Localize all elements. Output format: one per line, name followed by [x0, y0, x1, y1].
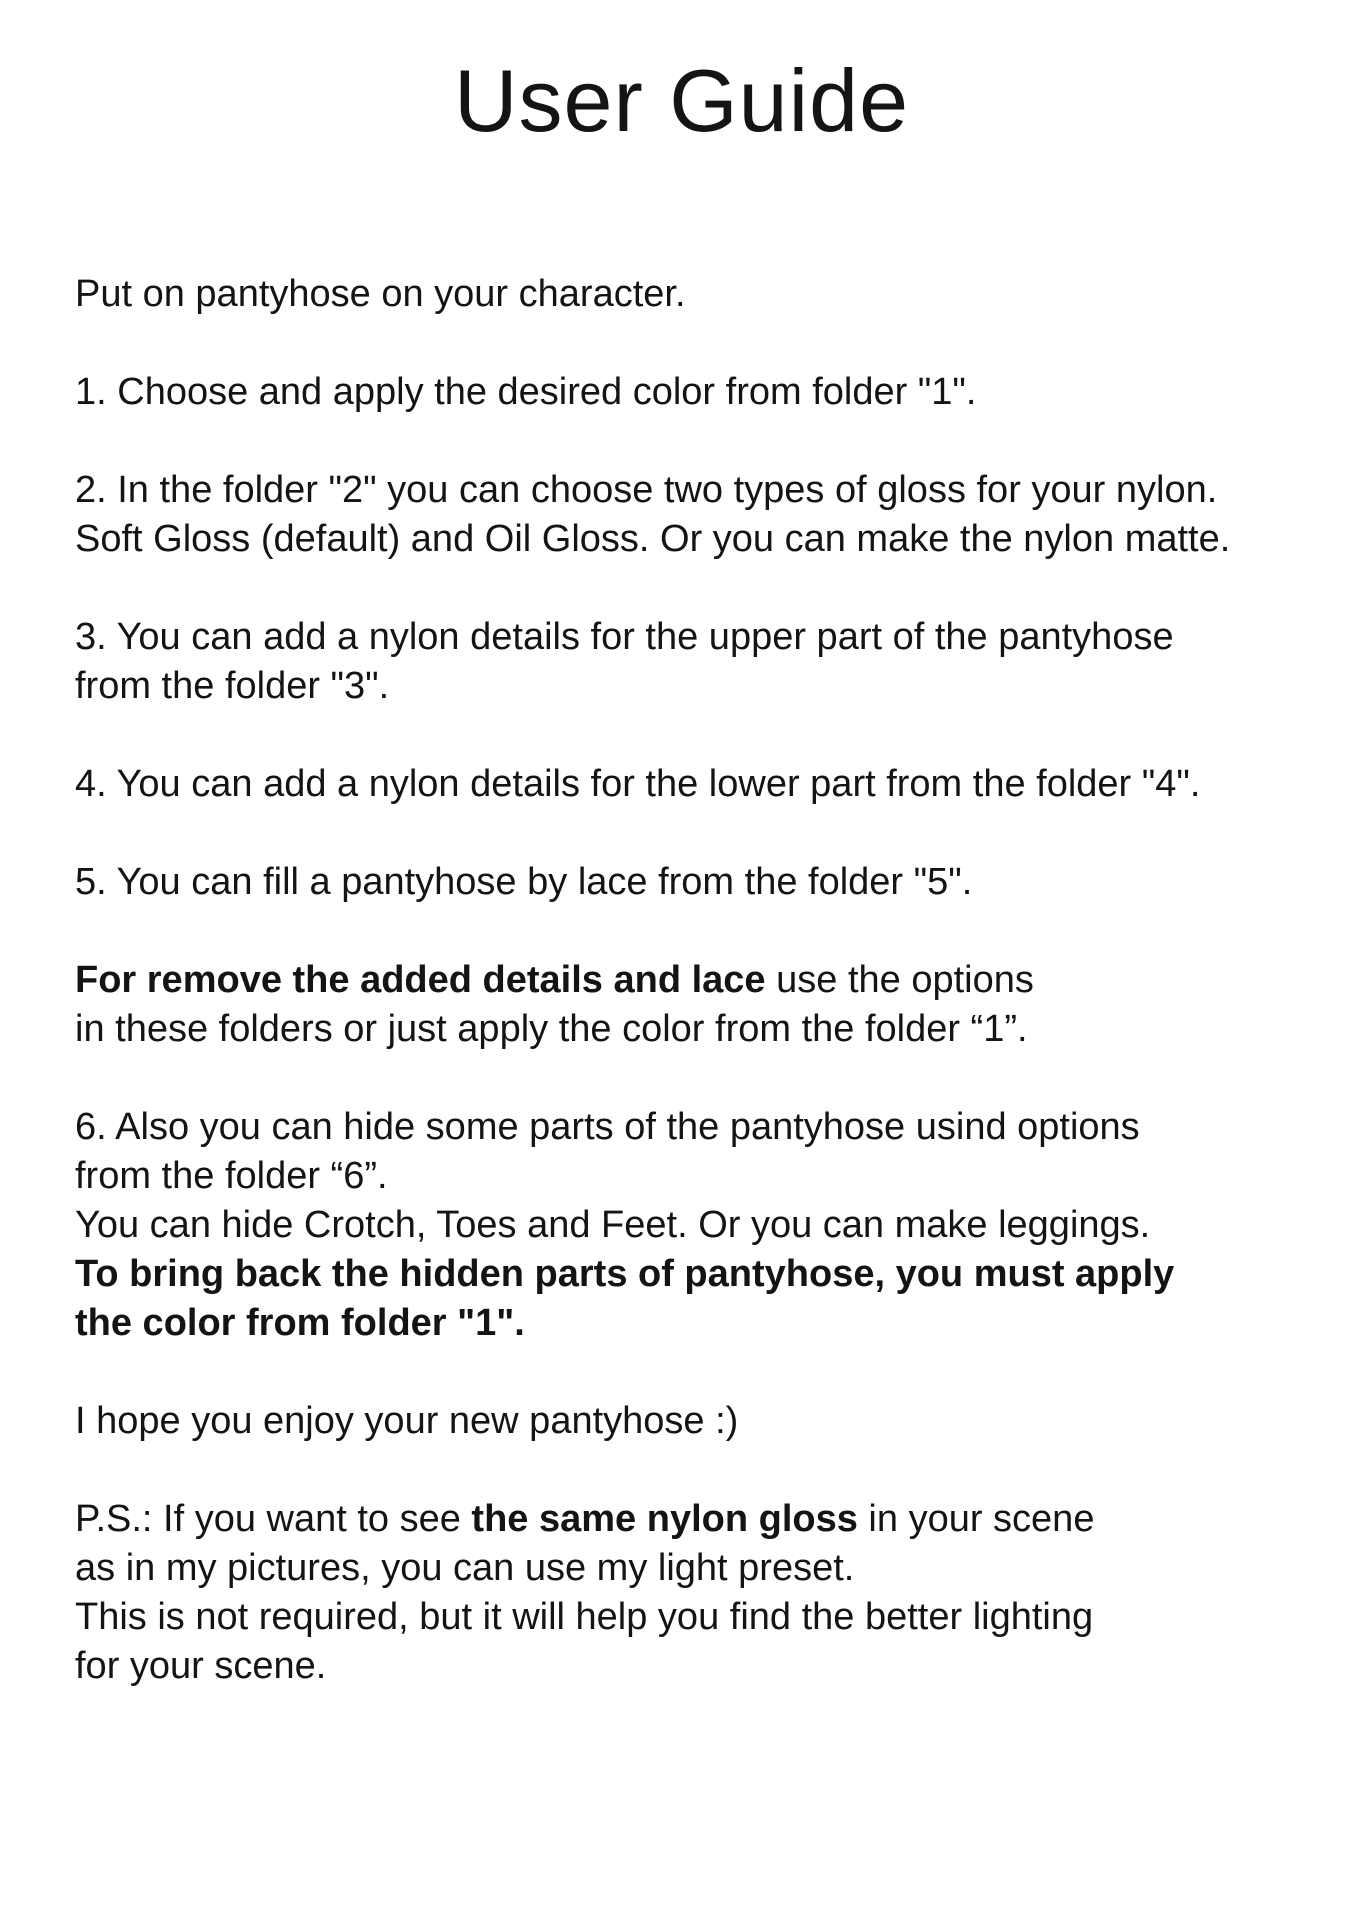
- step-6-bold-line-1: [75, 1250, 1345, 1299]
- ps-line-1: [75, 1495, 1345, 1544]
- step-6-line-2: from the folder “6”.: [75, 1155, 388, 1197]
- spacer: [75, 1446, 1345, 1495]
- remove-note-line-1: [75, 956, 1345, 1005]
- step-2-line-2: Soft Gloss (default) and Oil Gloss. Or you can make the nylon matte.: [75, 518, 1231, 560]
- step-2-line-1: 2. In the folder "2" you can choose two types of gloss for your nylon.: [75, 469, 1218, 511]
- ps-line-2: as in my pictures, you can use my light preset.: [75, 1547, 855, 1589]
- ps-suffix: in your scene: [857, 1498, 1095, 1540]
- step-1-text: 1. Choose and apply the desired color from folder "1".: [75, 371, 977, 413]
- ps-line-4: for your scene.: [75, 1645, 327, 1687]
- step-5-text: 5. You can fill a pantyhose by lace from the folder "5".: [75, 861, 973, 903]
- spacer: [75, 1348, 1345, 1397]
- spacer: [75, 319, 1345, 368]
- ps-bold: the same nylon gloss: [471, 1498, 858, 1540]
- step-4-text: 4. You can add a nylon details for the lower part from the folder "4".: [75, 763, 1201, 805]
- guide-body: [75, 270, 1345, 1691]
- spacer: [75, 907, 1345, 956]
- page-title: User Guide: [453, 51, 910, 150]
- spacer: [75, 711, 1345, 760]
- step-6-line-1: 6. Also you can hide some parts of the pantyhose usind options: [75, 1106, 1140, 1148]
- enjoy-text: I hope you enjoy your new pantyhose :): [75, 1400, 739, 1442]
- intro-text: Put on pantyhose on your character.: [75, 273, 686, 315]
- step-6-bold-text-1: To bring back the hidden parts of pantyhose, you must apply: [75, 1253, 1175, 1295]
- step-6-bold-line-2: [75, 1299, 1345, 1348]
- ps-line-3: This is not required, but it will help you find the better lighting: [75, 1596, 1094, 1638]
- ps-prefix: P.S.: If you want to see: [75, 1498, 472, 1540]
- spacer: [75, 417, 1345, 466]
- remove-note-rest: use the options: [765, 959, 1034, 1001]
- step-6-bold-text-2: the color from folder "1".: [75, 1302, 525, 1344]
- step-6-line-3: You can hide Crotch, Toes and Feet. Or you can make leggings.: [75, 1204, 1151, 1246]
- step-3-line-2: from the folder "3".: [75, 665, 390, 707]
- spacer: [75, 809, 1345, 858]
- spacer: [75, 1054, 1345, 1103]
- remove-note-line-2: in these folders or just apply the color from the folder “1”.: [75, 1008, 1028, 1050]
- step-3-line-1: 3. You can add a nylon details for the upper part of the pantyhose: [75, 616, 1174, 658]
- spacer: [75, 564, 1345, 613]
- remove-note-bold: For remove the added details and lace: [75, 959, 766, 1001]
